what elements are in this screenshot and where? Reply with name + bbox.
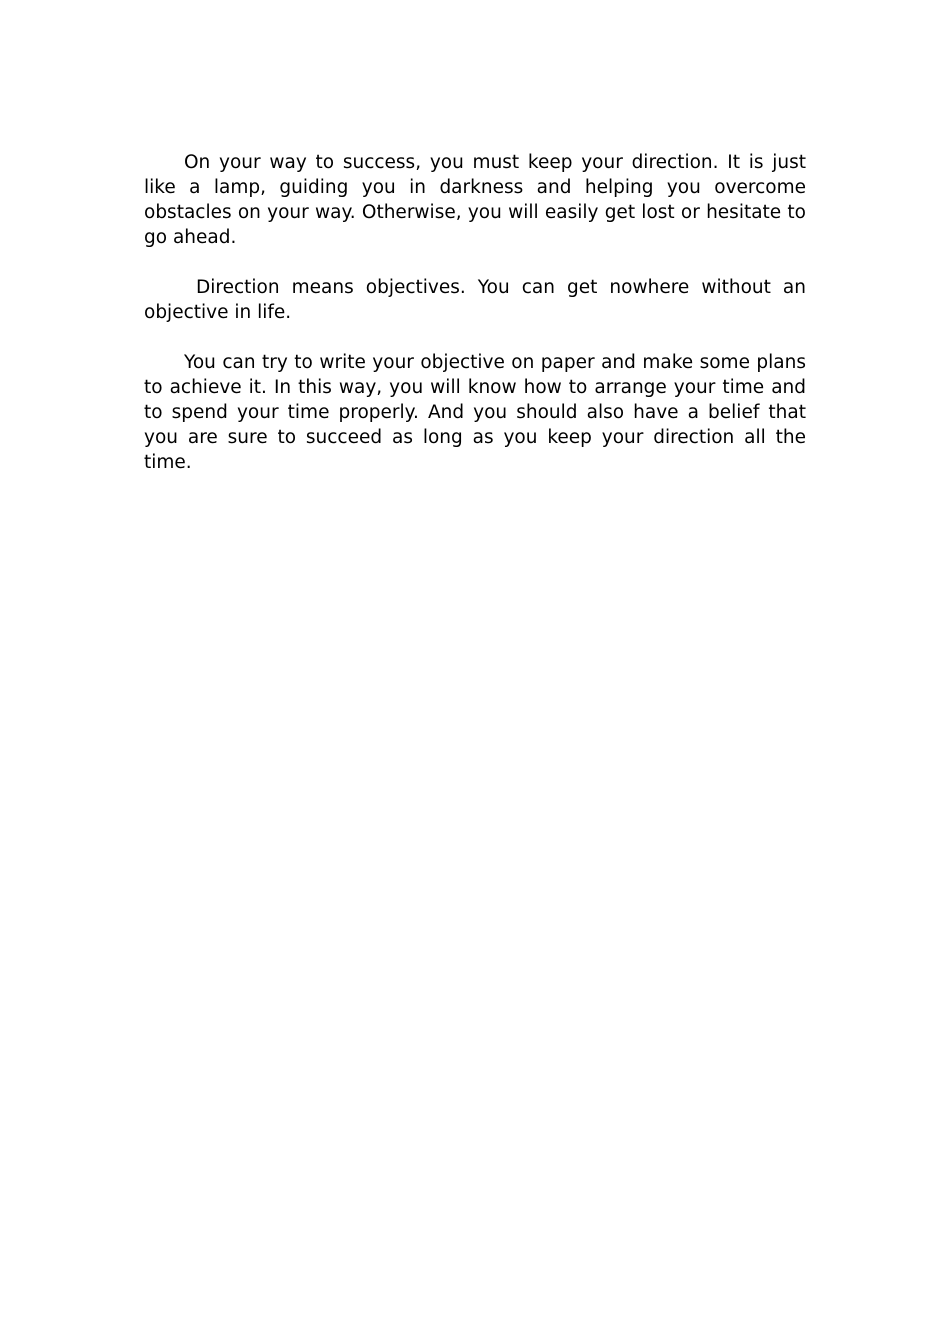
paragraph-3: You can try to write your objective on paper and make some plans to achieve it. In this way, you will know how to arrange your time and to spend your time properly. And you should also have a belief that you are sure to succeed as long as you keep your direction all the time. <box>144 352 806 473</box>
paragraph-2: Direction means objectives. You can get nowhere without an objective in life. <box>144 277 806 323</box>
document-body <box>144 150 806 500</box>
paragraph-1: On your way to success, you must keep your direction. It is just like a lamp, guiding you in darkness and helping you overcome obstacles on your way. Otherwise, you will easily get lost or hesitate to go ahead. <box>144 152 806 248</box>
